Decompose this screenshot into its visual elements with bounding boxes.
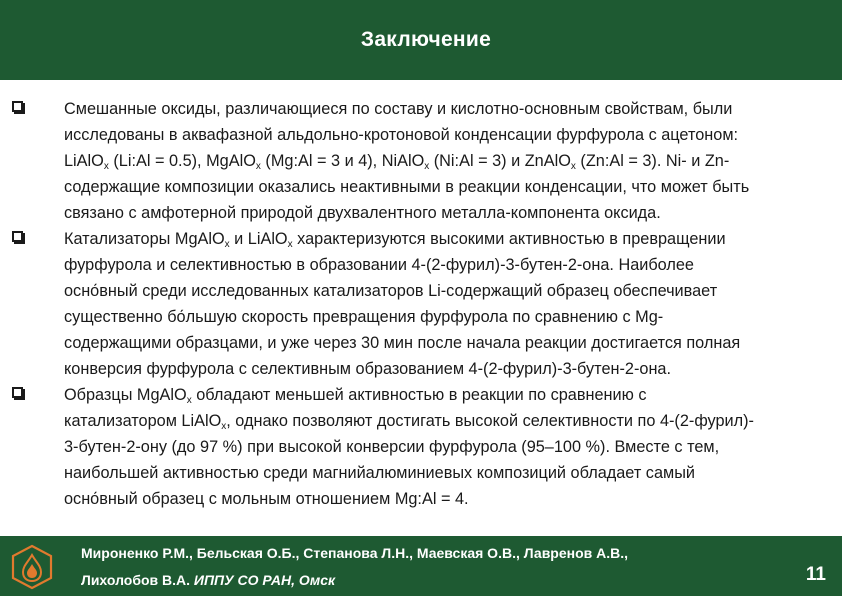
text-run: LiAlO: [64, 151, 104, 170]
slide-footer: [0, 536, 842, 596]
flame-drop-logo-icon: [10, 544, 54, 590]
text-run: (Ni:Al = 3) и ZnAlO: [429, 151, 571, 170]
paragraph-line: [64, 123, 834, 149]
checkbox-bullet-icon: [12, 101, 23, 112]
text-run: осно́вный среди исследованных катализаторов Li-содержащий образец обеспечивает: [64, 281, 718, 300]
paragraph-line: [64, 279, 834, 305]
text-run: , однако позволяют достигать высокой селективности по 4-(2-фурил)-: [226, 411, 754, 430]
institute-name: ИППУ СО РАН, Омск: [193, 572, 336, 588]
text-run: Катализаторы MgAlO: [64, 230, 225, 248]
subscript-text: x: [221, 420, 227, 432]
paragraph-line: [64, 227, 834, 253]
paragraph-line: [64, 97, 834, 123]
paragraph-line: [64, 253, 834, 279]
text-run: характеризуются высокими активностью в превращении: [292, 230, 726, 248]
bullet-paragraph-1: [64, 97, 834, 227]
checkbox-bullet-icon: [12, 231, 23, 242]
paragraph-line: [64, 461, 834, 487]
text-run: 3-бутен-2-ону (до 97 %) при высокой конверсии фурфурола (95–100 %). Вместе с тем,: [64, 437, 720, 456]
text-run: содержащие композиции оказались неактивными в реакции конденсации, что может быть: [64, 177, 750, 196]
text-run: содержащими образцами, и уже через 30 мин после начала реакции достигается полная: [64, 333, 741, 352]
paragraph-line: [64, 331, 834, 357]
text-run: обладают меньшей активностью в реакции по сравнению с: [191, 386, 647, 404]
paragraph-line: [64, 175, 834, 201]
text-run: осно́вный образец с мольным отношением Mg:Al = 4.: [64, 489, 469, 508]
subscript-text: x: [570, 160, 576, 172]
paragraph-line: [64, 149, 834, 175]
text-run: (Mg:Al = 3 и 4), NiAlO: [260, 151, 425, 170]
authors-line-1: Мироненко Р.М., Бельская О.Б., Степанова Л.Н., Маевская О.В., Лавренов А.В.,: [81, 545, 629, 561]
paragraph-line: [64, 435, 834, 461]
text-run: и LiAlO: [229, 230, 288, 248]
paragraph-line: [64, 201, 834, 227]
subscript-text: x: [186, 395, 192, 406]
checkbox-bullet-icon: [12, 387, 23, 398]
text-run: фурфурола и селективностью в образовании 4-(2-фурил)-3-бутен-2-она. Наиболее: [64, 255, 694, 274]
text-run: существенно бо́льшую скорость превращения фурфурола по сравнению с Mg-: [64, 307, 664, 326]
bullet-paragraph-3: [64, 383, 834, 513]
bullet-paragraph-2: [64, 227, 834, 382]
text-run: связано с амфотерной природой двухвалентного металла-компонента оксида.: [64, 203, 661, 222]
text-run: наибольшей активностью среди магнийалюминиевых композиций обладает самый: [64, 463, 695, 482]
page-number: 11: [805, 564, 826, 585]
authors-names: Лихолобов В.А.: [81, 572, 194, 588]
subscript-text: x: [287, 239, 293, 250]
text-run: конверсия фурфурола с селективным образованием 4-(2-фурил)-3-бутен-2-она.: [64, 359, 672, 378]
paragraph-line: [64, 409, 834, 435]
text-run: Смешанные оксиды, различающиеся по составу и кислотно-основным свойствам, были: [64, 100, 733, 118]
paragraph-line: [64, 357, 834, 383]
slide-header: [0, 0, 842, 80]
text-run: исследованы в аквафазной альдольно-кротоновой конденсации фурфурола с ацетоном:: [64, 125, 739, 144]
subscript-text: x: [424, 160, 430, 172]
text-run: Образцы MgAlO: [64, 386, 187, 404]
paragraph-line: [64, 305, 834, 331]
text-run: (Li:Al = 0.5), MgAlO: [108, 151, 256, 170]
text-run: катализатором LiAlO: [64, 411, 222, 430]
authors-block: [81, 540, 628, 594]
authors-line-2: [81, 567, 628, 594]
subscript-text: x: [224, 239, 230, 250]
paragraph-line: [64, 487, 834, 513]
text-run: (Zn:Al = 3). Ni- и Zn-: [575, 151, 730, 170]
subscript-text: x: [103, 160, 109, 172]
subscript-text: x: [255, 160, 261, 172]
paragraph-line: [64, 383, 834, 409]
slide-title: Заключение: [360, 28, 492, 51]
